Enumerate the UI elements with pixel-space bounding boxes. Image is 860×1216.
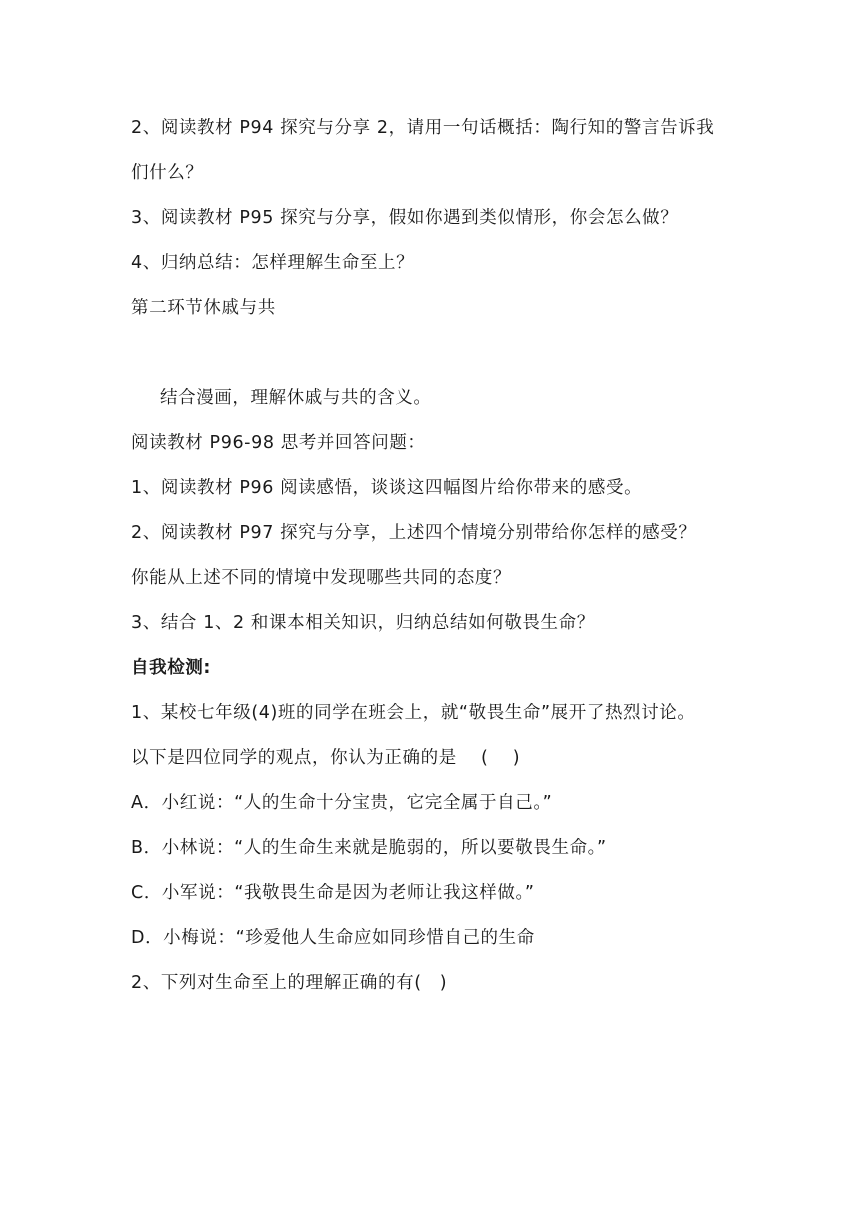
test-question-1-line-2: 以下是四位同学的观点，你认为正确的是 ( ): [131, 748, 521, 768]
question-3: 3、阅读教材 P95 探究与分享，假如你遇到类似情形，你会怎么做？: [131, 208, 679, 228]
option-c: C．小军说：“我敬畏生命是因为老师让我这样做。”: [131, 883, 535, 903]
question-2-line-1: 2、阅读教材 P94 探究与分享 2，请用一句话概括：陶行知的警言告诉我: [131, 118, 715, 138]
section2-question-2-line-2: 你能从上述不同的情境中发现哪些共同的态度？: [131, 568, 512, 588]
option-a: A．小红说：“人的生命十分宝贵，它完全属于自己。”: [131, 793, 553, 813]
section2-question-2-line-1: 2、阅读教材 P97 探究与分享，上述四个情境分别带给你怎样的感受？: [131, 523, 697, 543]
question-2-line-2: 们什么？: [131, 163, 204, 183]
section-heading-2: 第二环节休戚与共: [131, 298, 276, 318]
comic-instruction: 结合漫画，理解休戚与共的含义。: [160, 388, 432, 408]
self-test-heading: 自我检测:: [131, 658, 211, 678]
test-question-1-line-1: 1、某校七年级(4)班的同学在班会上，就“敬畏生命”展开了热烈讨论。: [131, 703, 696, 723]
option-b: B．小林说：“人的生命生来就是脆弱的，所以要敬畏生命。”: [131, 838, 607, 858]
option-d: D．小梅说：“珍爱他人生命应如同珍惜自己的生命: [131, 928, 535, 948]
section2-question-3: 3、结合 1、2 和课本相关知识，归纳总结如何敬畏生命？: [131, 613, 595, 633]
section2-question-1: 1、阅读教材 P96 阅读感悟，谈谈这四幅图片给你带来的感受。: [131, 478, 643, 498]
test-question-2: 2、下列对生命至上的理解正确的有( ): [131, 973, 448, 993]
reading-instruction: 阅读教材 P96-98 思考并回答问题：: [131, 433, 426, 453]
question-4: 4、归纳总结：怎样理解生命至上？: [131, 253, 415, 273]
